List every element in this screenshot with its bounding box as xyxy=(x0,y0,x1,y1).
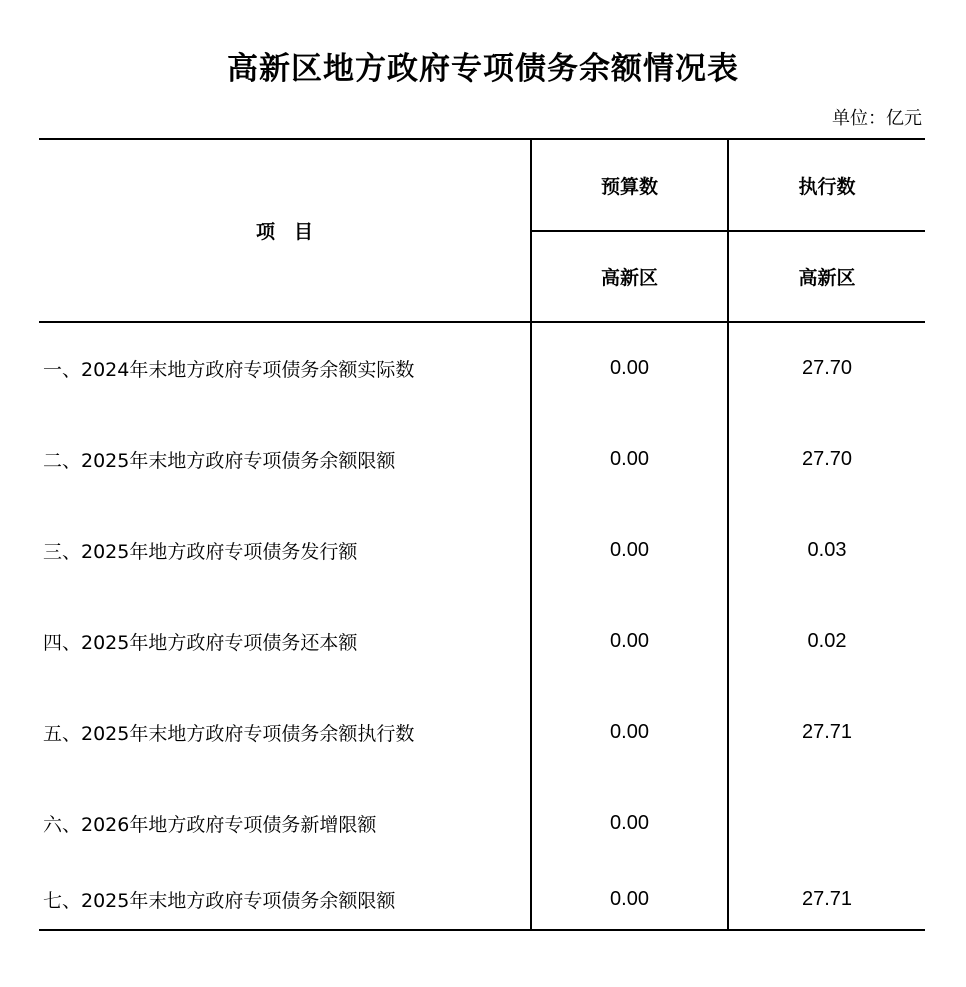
table-row xyxy=(39,596,925,687)
page-title: 高新区地方政府专项债务余额情况表 xyxy=(227,51,739,87)
row-name: 三、2025年地方政府专项债务发行额 xyxy=(39,505,531,596)
table-row xyxy=(39,322,925,414)
row-exec-value: 0.02 xyxy=(807,630,847,652)
row-exec-value xyxy=(728,778,925,869)
budget-subheader: 高新区 xyxy=(531,231,728,322)
exec-subheader: 高新区 xyxy=(728,231,925,322)
row-exec-value: 27.70 xyxy=(801,448,853,470)
row-budget-value: 0.00 xyxy=(531,596,728,687)
row-budget-value: 0.00 xyxy=(531,322,728,414)
row-name: 二、2025年末地方政府专项债务余额限额 xyxy=(39,414,531,505)
table-row xyxy=(39,505,925,596)
debt-balance-table xyxy=(39,138,925,931)
row-name: 五、2025年末地方政府专项债务余额执行数 xyxy=(39,687,531,778)
table-row xyxy=(39,687,925,778)
exec-column-header: 执行数 xyxy=(728,139,925,231)
row-budget-value: 0.00 xyxy=(531,414,728,505)
row-budget-value: 0.00 xyxy=(531,505,728,596)
budget-column-header: 预算数 xyxy=(531,139,728,231)
item-column-header: 项 目 xyxy=(39,139,531,322)
row-name: 七、2025年末地方政府专项债务余额限额 xyxy=(39,869,531,930)
row-exec-value: 27.70 xyxy=(801,357,853,379)
unit-label: 单位：亿元 xyxy=(832,108,922,129)
row-name: 一、2024年末地方政府专项债务余额实际数 xyxy=(39,322,531,414)
table-row xyxy=(39,414,925,505)
table-row xyxy=(39,778,925,869)
row-exec-value: 0.03 xyxy=(807,539,847,561)
row-name: 六、2026年地方政府专项债务新增限额 xyxy=(39,778,531,869)
row-budget-value: 0.00 xyxy=(531,687,728,778)
table-row xyxy=(39,869,925,930)
row-budget-value: 0.00 xyxy=(531,778,728,869)
row-exec-value: 27.71 xyxy=(801,721,853,743)
row-budget-value: 0.00 xyxy=(531,869,728,930)
row-exec-value: 27.71 xyxy=(728,869,925,930)
row-name: 四、2025年地方政府专项债务还本额 xyxy=(39,596,531,687)
